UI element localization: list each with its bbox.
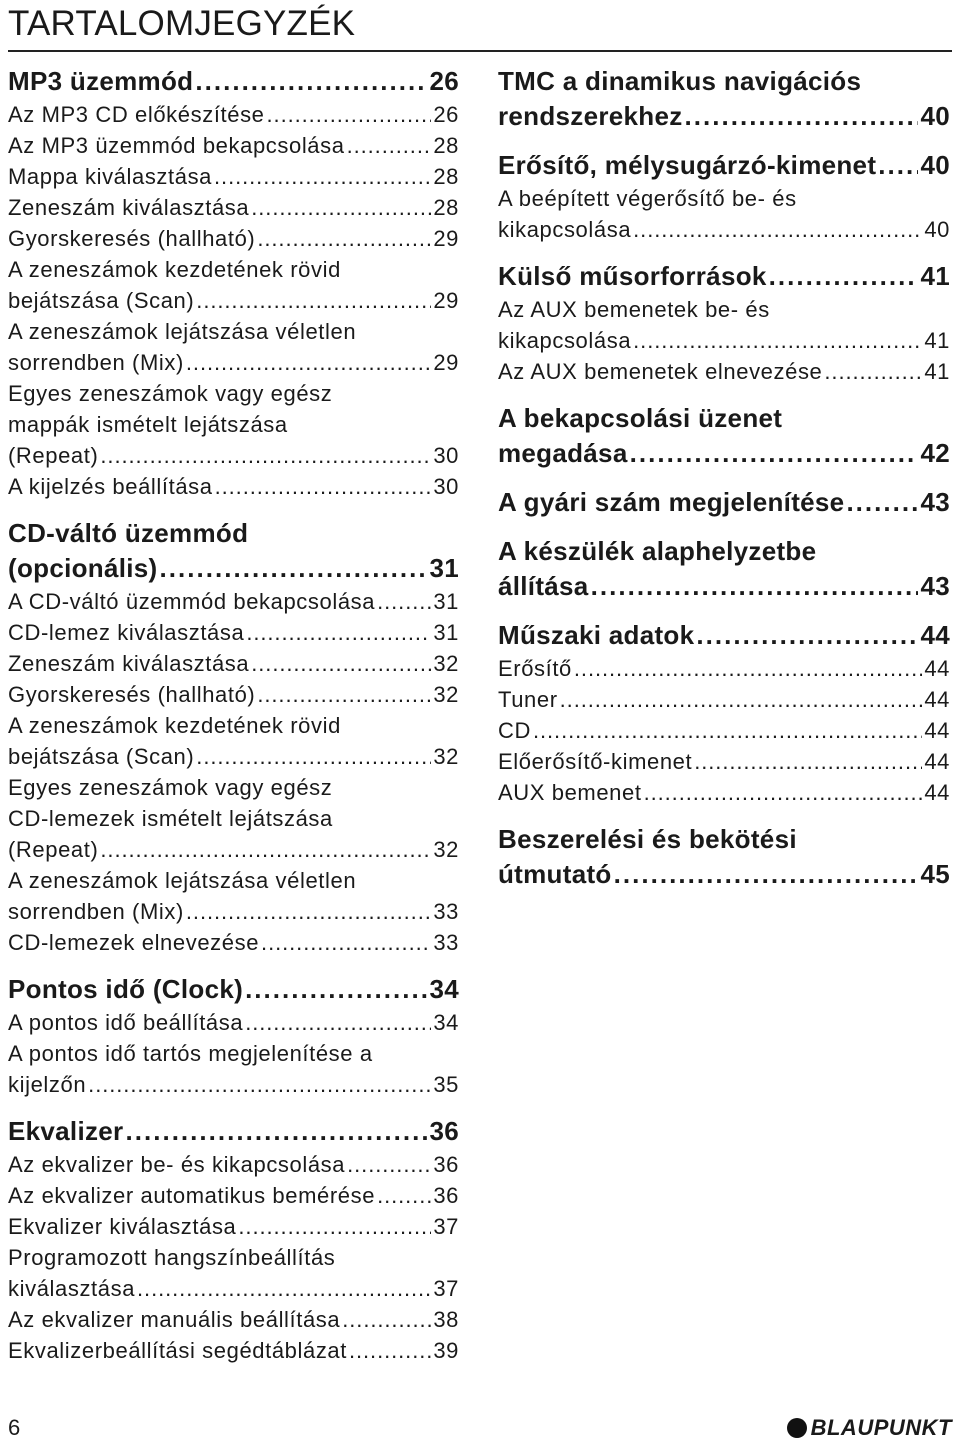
toc-entry-line — [498, 746, 950, 777]
toc-page-number: 38 — [433, 1307, 459, 1332]
title-divider — [8, 50, 952, 52]
toc-page-number: 34 — [429, 974, 459, 1004]
toc-page-number: 41 — [924, 328, 950, 353]
toc-page-number: 26 — [433, 102, 459, 127]
toc-entry-title: Ekvalizerbeállítási segédtáblázat — [8, 1338, 347, 1363]
toc-section-heading — [498, 618, 950, 653]
toc-entry-line — [8, 440, 459, 471]
toc-entry-line — [8, 834, 459, 865]
toc-page-number: 30 — [433, 474, 459, 499]
toc-entry-title: sorrendben (Mix) — [8, 899, 184, 924]
dot-leader — [246, 617, 431, 648]
brand-name: BLAUPUNKT — [810, 1415, 952, 1440]
toc-entry-title: bejátszása (Scan) — [8, 744, 195, 769]
toc-entry-line — [8, 223, 459, 254]
toc-entry-line — [8, 285, 459, 316]
toc-entry — [8, 865, 459, 927]
toc-section-heading — [498, 485, 950, 520]
toc-entry — [8, 1180, 459, 1211]
toc-page-number: 29 — [433, 288, 459, 313]
toc-entry-title: Erősítő — [498, 656, 572, 681]
toc-section — [498, 485, 950, 520]
toc-entry-title: Az MP3 CD előkészítése — [8, 102, 265, 127]
toc-entry-line — [8, 1149, 459, 1180]
toc-entry — [8, 617, 459, 648]
toc-entry-line — [8, 1114, 459, 1149]
toc-page-number: 32 — [433, 744, 459, 769]
toc-entry-title: Az ekvalizer manuális beállítása — [8, 1307, 341, 1332]
toc-entry-title: kikapcsolása — [498, 217, 632, 242]
toc-entry-line — [498, 214, 950, 245]
toc-entry-line — [8, 586, 459, 617]
dot-leader — [215, 471, 432, 502]
toc-page-number: 45 — [920, 859, 950, 889]
toc-page-number: 41 — [920, 261, 950, 291]
toc-entry-text-line: A készülék alaphelyzetbe — [498, 536, 817, 566]
toc-entry-title: A CD-váltó üzemmód bekapcsolása — [8, 589, 376, 614]
dot-leader — [824, 356, 922, 387]
toc-entry-line — [498, 569, 950, 604]
toc-entry — [8, 161, 459, 192]
toc-entry-line — [8, 99, 459, 130]
toc-entry-text-line: A zeneszámok kezdetének rövid — [8, 257, 341, 282]
toc-entry — [8, 254, 459, 316]
toc-page-number: 32 — [433, 837, 459, 862]
toc-entry — [8, 648, 459, 679]
toc-page-number: 26 — [429, 66, 459, 96]
toc-entry-title: CD — [498, 718, 531, 743]
toc-entry-title: Ekvalizer — [8, 1116, 124, 1146]
dot-leader — [347, 130, 432, 161]
toc-entry-title: Gyorskeresés (hallható) — [8, 226, 256, 251]
toc-entry — [8, 1211, 459, 1242]
toc-section-heading — [498, 64, 950, 134]
dot-leader — [591, 569, 919, 604]
toc-entry-title: AUX bemenet — [498, 780, 642, 805]
toc-entry-title: kijelzőn — [8, 1072, 87, 1097]
toc-entry-title: sorrendben (Mix) — [8, 350, 184, 375]
dot-leader — [694, 746, 922, 777]
toc-entry-text-line: CD-váltó üzemmód — [8, 518, 249, 548]
dot-leader — [347, 1149, 431, 1180]
brand-logo — [787, 1416, 952, 1440]
toc-section-heading — [8, 1114, 459, 1149]
toc-entry-text-line: Beszerelési és bekötési — [498, 824, 797, 854]
toc-entry-title: Tuner — [498, 687, 558, 712]
toc-entry-title: Zeneszám kiválasztása — [8, 651, 250, 676]
dot-leader — [560, 684, 923, 715]
toc-entry-title: megadása — [498, 438, 628, 468]
dot-leader — [100, 440, 431, 471]
toc-entry-title: Gyorskeresés (hallható) — [8, 682, 256, 707]
toc-entry-title: Zeneszám kiválasztása — [8, 195, 250, 220]
toc-entry-line — [498, 857, 950, 892]
dot-leader — [846, 485, 918, 520]
toc-entry — [498, 653, 950, 684]
toc-entry-line — [8, 64, 459, 99]
toc-entry-line — [8, 347, 459, 378]
toc-right-column — [498, 64, 950, 892]
toc-entry — [8, 1242, 459, 1304]
dot-leader — [630, 436, 919, 471]
toc-entry-text-line: A bekapcsolási üzenet — [498, 403, 783, 433]
toc-entry-line — [498, 684, 950, 715]
toc-entry-line — [8, 1304, 459, 1335]
toc-section — [498, 64, 950, 134]
toc-page-number: 34 — [433, 1010, 459, 1035]
toc-entry-line — [8, 617, 459, 648]
toc-page-number: 39 — [433, 1338, 459, 1363]
toc-entry — [8, 679, 459, 710]
toc-entry-line — [498, 436, 950, 471]
toc-section-heading — [498, 534, 950, 604]
toc-page-number: 30 — [433, 443, 459, 468]
toc-entry-line — [8, 679, 459, 710]
toc-entry-title: Külső műsorforrások — [498, 261, 767, 291]
dot-leader — [88, 1069, 431, 1100]
toc-entry-title: A kijelzés beállítása — [8, 474, 213, 499]
dot-leader — [196, 741, 431, 772]
dot-leader — [196, 285, 431, 316]
toc-section — [498, 822, 950, 892]
dot-leader — [160, 551, 428, 586]
toc-entry-line — [498, 99, 950, 134]
toc-entry-line — [8, 130, 459, 161]
toc-page-number: 44 — [920, 620, 950, 650]
dot-leader — [261, 927, 431, 958]
toc-page-number: 33 — [433, 899, 459, 924]
toc-entry-line — [498, 618, 950, 653]
toc-entry-text-line: Az AUX bemenetek be- és — [498, 297, 770, 322]
toc-page-number: 42 — [920, 438, 950, 468]
toc-entry-text-line: A zeneszámok kezdetének rövid — [8, 713, 341, 738]
toc-entry-line — [498, 356, 950, 387]
toc-page-number: 40 — [924, 217, 950, 242]
toc-entry — [8, 1149, 459, 1180]
toc-entry-line — [8, 1211, 459, 1242]
toc-page-number: 32 — [433, 651, 459, 676]
toc-entry — [8, 586, 459, 617]
toc-page-number: 40 — [920, 150, 950, 180]
toc-entry-title: állítása — [498, 571, 589, 601]
toc-page-number: 43 — [920, 571, 950, 601]
toc-entry-line — [8, 896, 459, 927]
toc-section-heading — [8, 972, 459, 1007]
toc-entry-line — [498, 485, 950, 520]
toc-entry — [8, 378, 459, 471]
toc-entry-line — [8, 927, 459, 958]
toc-entry — [8, 1304, 459, 1335]
dot-leader — [214, 161, 431, 192]
toc-page-number: 35 — [433, 1072, 459, 1097]
toc-left-column — [8, 64, 459, 1366]
toc-entry-title: Az ekvalizer automatikus bemérése — [8, 1183, 376, 1208]
toc-entry-text-line: A pontos idő tartós megjelenítése a — [8, 1041, 373, 1066]
toc-section-heading — [498, 822, 950, 892]
toc-entry-title: rendszerekhez — [498, 101, 683, 131]
dot-leader — [342, 1304, 431, 1335]
dot-leader — [257, 679, 431, 710]
dot-leader — [685, 99, 919, 134]
toc-page-number: 44 — [924, 780, 950, 805]
toc-page-number: 29 — [433, 226, 459, 251]
toc-section — [498, 259, 950, 387]
toc-section — [8, 516, 459, 958]
toc-entry-line — [8, 471, 459, 502]
toc-entry-text-line: Programozott hangszínbeállítás — [8, 1245, 336, 1270]
toc-entry-title: A gyári szám megjelenítése — [498, 487, 845, 517]
toc-entry-title: (opcionális) — [8, 553, 158, 583]
dot-leader — [251, 192, 431, 223]
toc-entry — [498, 183, 950, 245]
toc-entry-line — [8, 648, 459, 679]
toc-entry-title: MP3 üzemmód — [8, 66, 194, 96]
toc-entry — [8, 772, 459, 865]
toc-entry-text-line: CD-lemezek ismételt lejátszása — [8, 806, 333, 831]
toc-section — [498, 534, 950, 604]
toc-entry-line — [8, 161, 459, 192]
dot-leader — [633, 214, 922, 245]
toc-section — [8, 1114, 459, 1366]
toc-page-number: 36 — [429, 1116, 459, 1146]
dot-leader — [257, 223, 431, 254]
toc-page-number: 31 — [429, 553, 459, 583]
toc-entry-title: CD-lemezek elnevezése — [8, 930, 260, 955]
toc-page-number: 44 — [924, 656, 950, 681]
toc-entry — [8, 223, 459, 254]
toc-entry-title: kikapcsolása — [498, 328, 632, 353]
toc-entry — [8, 710, 459, 772]
dot-leader — [186, 347, 431, 378]
toc-page-number: 41 — [924, 359, 950, 384]
toc-entry-title: A pontos idő beállítása — [8, 1010, 244, 1035]
dot-leader — [644, 777, 923, 808]
toc-entry — [8, 927, 459, 958]
toc-entry-text-line: Egyes zeneszámok vagy egész — [8, 775, 333, 800]
toc-entry-line — [8, 972, 459, 1007]
toc-entry — [8, 99, 459, 130]
toc-section-heading — [498, 401, 950, 471]
dot-leader — [633, 325, 922, 356]
toc-section-heading — [498, 259, 950, 294]
toc-entry-line — [8, 1335, 459, 1366]
toc-entry-text-line: A zeneszámok lejátszása véletlen — [8, 319, 357, 344]
toc-entry — [498, 684, 950, 715]
page-title: TARTALOMJEGYZÉK — [8, 4, 356, 43]
toc-entry-line — [498, 325, 950, 356]
toc-entry — [498, 715, 950, 746]
toc-entry-line — [8, 1273, 459, 1304]
toc-page-number: 28 — [433, 195, 459, 220]
toc-entry — [498, 746, 950, 777]
brand-dot-icon — [787, 1418, 807, 1438]
toc-entry-title: Az AUX bemenetek elnevezése — [498, 359, 823, 384]
dot-leader — [251, 648, 431, 679]
toc-entry-text-line: mappák ismételt lejátszása — [8, 412, 288, 437]
toc-section-heading — [8, 516, 459, 586]
toc-section — [498, 148, 950, 245]
toc-entry-line — [498, 148, 950, 183]
toc-page-number: 43 — [920, 487, 950, 517]
dot-leader — [137, 1273, 431, 1304]
toc-entry-title: kiválasztása — [8, 1276, 136, 1301]
toc-entry-title: (Repeat) — [8, 443, 99, 468]
dot-leader — [245, 972, 427, 1007]
dot-leader — [100, 834, 431, 865]
toc-entry-line — [498, 715, 950, 746]
toc-page-number: 36 — [433, 1152, 459, 1177]
toc-page-number: 44 — [924, 687, 950, 712]
toc-entry-line — [498, 259, 950, 294]
dot-leader — [267, 99, 432, 130]
toc-page-number: 28 — [433, 133, 459, 158]
toc-page-number: 28 — [433, 164, 459, 189]
toc-page-number: 36 — [433, 1183, 459, 1208]
toc-section — [498, 618, 950, 808]
dot-leader — [614, 857, 919, 892]
dot-leader — [533, 715, 922, 746]
toc-page-number: 37 — [433, 1214, 459, 1239]
toc-entry-text-line: TMC a dinamikus navigációs — [498, 66, 862, 96]
dot-leader — [195, 64, 427, 99]
dot-leader — [574, 653, 922, 684]
toc-entry — [498, 777, 950, 808]
toc-entry — [8, 1007, 459, 1038]
dot-leader — [349, 1335, 431, 1366]
toc-entry-title: Az ekvalizer be- és kikapcsolása — [8, 1152, 346, 1177]
toc-entry — [8, 130, 459, 161]
dot-leader — [125, 1114, 427, 1149]
toc-page-number: 37 — [433, 1276, 459, 1301]
dot-leader — [186, 896, 431, 927]
dot-leader — [878, 148, 918, 183]
toc-section — [8, 972, 459, 1100]
toc-entry-text-line: A zeneszámok lejátszása véletlen — [8, 868, 357, 893]
toc-page-number: 31 — [433, 589, 459, 614]
toc-entry-title: Erősítő, mélysugárzó-kimenet — [498, 150, 877, 180]
toc-entry — [8, 471, 459, 502]
toc-entry — [8, 1335, 459, 1366]
toc-page-number: 44 — [924, 718, 950, 743]
dot-leader — [377, 1180, 431, 1211]
toc-page-number: 31 — [433, 620, 459, 645]
toc-entry — [8, 316, 459, 378]
dot-leader — [238, 1211, 431, 1242]
toc-entry-title: Pontos idő (Clock) — [8, 974, 244, 1004]
toc-entry-line — [498, 777, 950, 808]
toc-entry-title: Ekvalizer kiválasztása — [8, 1214, 237, 1239]
toc-section — [498, 401, 950, 471]
toc-section-heading — [8, 64, 459, 99]
toc-entry-line — [8, 741, 459, 772]
toc-entry-line — [8, 1069, 459, 1100]
toc-entry — [498, 356, 950, 387]
toc-page-number: 29 — [433, 350, 459, 375]
toc-entry — [8, 192, 459, 223]
toc-entry-line — [8, 192, 459, 223]
toc-entry-line — [498, 653, 950, 684]
dot-leader — [696, 618, 918, 653]
dot-leader — [769, 259, 919, 294]
page-number: 6 — [8, 1415, 21, 1440]
dot-leader — [377, 586, 431, 617]
toc-entry-title: Előerősítő-kimenet — [498, 749, 693, 774]
dot-leader — [245, 1007, 431, 1038]
toc-entry-title: Műszaki adatok — [498, 620, 695, 650]
toc-entry-text-line: A beépített végerősítő be- és — [498, 186, 797, 211]
toc-entry-title: bejátszása (Scan) — [8, 288, 195, 313]
toc-page-number: 40 — [920, 101, 950, 131]
toc-page-number: 44 — [924, 749, 950, 774]
toc-entry — [498, 294, 950, 356]
toc-entry-line — [8, 1180, 459, 1211]
toc-entry — [8, 1038, 459, 1100]
toc-entry-title: (Repeat) — [8, 837, 99, 862]
toc-entry-text-line: Egyes zeneszámok vagy egész — [8, 381, 333, 406]
toc-entry-line — [8, 551, 459, 586]
toc-entry-line — [8, 1007, 459, 1038]
toc-entry-title: CD-lemez kiválasztása — [8, 620, 245, 645]
toc-page-number: 33 — [433, 930, 459, 955]
toc-page-number: 32 — [433, 682, 459, 707]
toc-entry-title: Az MP3 üzemmód bekapcsolása — [8, 133, 345, 158]
toc-entry-title: Mappa kiválasztása — [8, 164, 213, 189]
toc-section — [8, 64, 459, 502]
toc-entry-title: útmutató — [498, 859, 612, 889]
toc-section-heading — [498, 148, 950, 183]
